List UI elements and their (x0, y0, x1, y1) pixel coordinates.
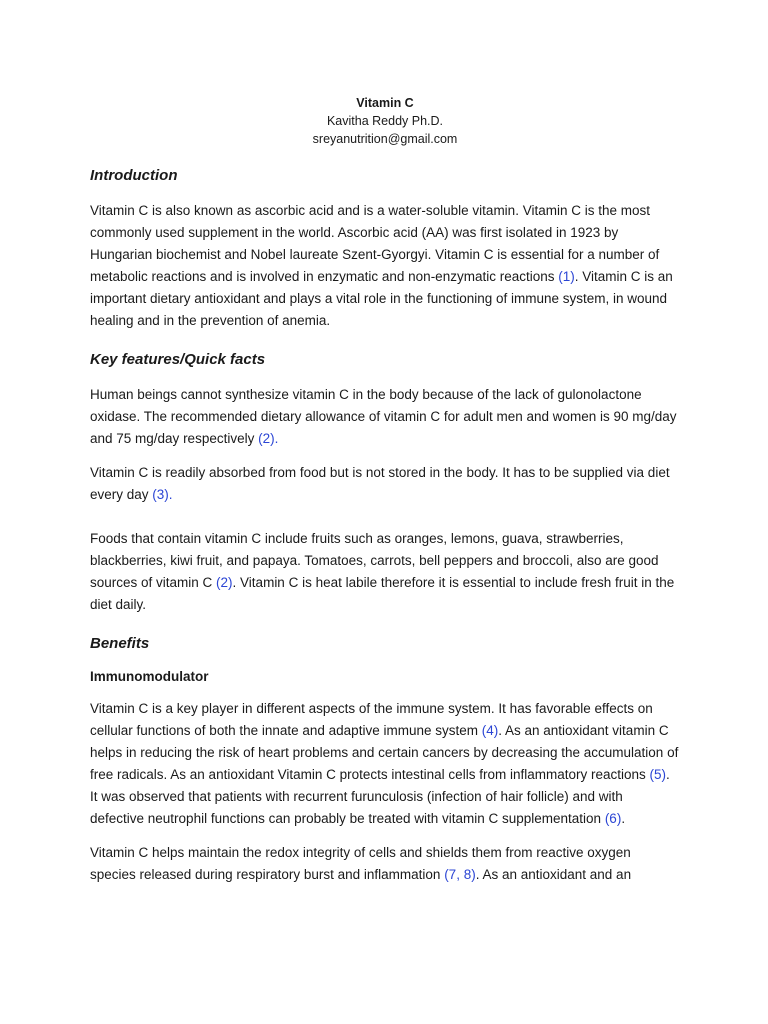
author-name: Kavitha Reddy Ph.D. (326, 114, 444, 128)
text-run: Vitamin C is readily absorbed from food but is not stored in the body. It has to be supplied via diet every day (90, 465, 670, 502)
citation-link[interactable]: (2). (258, 431, 279, 446)
key-features-paragraph-2 (90, 462, 680, 506)
immunomodulator-subheading: Immunomodulator (90, 669, 209, 684)
text-run: Foods that contain vitamin C include fruits such as oranges, lemons, guava, strawberries, blackberries, kiwi fruit, and papaya. Tomatoes, carrots, bell peppers and broccoli, also are good sources of vitamin C (90, 531, 659, 590)
text-run: Human beings cannot synthesize vitamin C in the body because of the lack of gulonolactone oxidase. The recommended dietary allowance of vitamin C for adult men and women is 90 mg/day and 75 mg/day respectively (90, 387, 677, 446)
citation-link[interactable]: (2) (216, 575, 233, 590)
text-run: . (621, 811, 626, 826)
text-run: . Vitamin C is heat labile therefore it is essential to include fresh fruit in the diet daily. (90, 575, 675, 612)
citation-link[interactable]: (3). (152, 487, 173, 502)
benefits-paragraph-2 (90, 842, 680, 886)
text-run: . It was observed that patients with recurrent furunculosis (infection of hair follicle) and with defective neutrophil functions can probably be treated with vitamin C supplementation (90, 767, 670, 826)
document-title: Vitamin C (356, 96, 414, 110)
text-run: . Vitamin C is an important dietary antioxidant and plays a vital role in the functioning of immune system, in wound healing and in the prevention of anemia. (90, 269, 673, 328)
citation-link[interactable]: (1) (558, 269, 575, 284)
benefits-paragraph-1 (90, 698, 680, 830)
document-header (90, 94, 680, 148)
key-features-paragraph-1 (90, 384, 680, 450)
text-run: . As an antioxidant and an (475, 867, 632, 882)
author-email: sreyanutrition@gmail.com (312, 132, 458, 146)
citation-link[interactable]: (7, 8) (444, 867, 476, 882)
introduction-heading: Introduction (90, 167, 178, 184)
text-run: Vitamin C is a key player in different aspects of the immune system. It has favorable effects on cellular functions of both the innate and adaptive immune system (90, 701, 653, 738)
citation-link[interactable]: (5) (649, 767, 666, 782)
key-features-heading: Key features/Quick facts (90, 351, 266, 368)
text-run: . As an antioxidant vitamin C helps in reducing the risk of heart problems and certain cancers by decreasing the accumulation of free radicals. As an antioxidant Vitamin C protects intestinal cells from inflammatory reactions (90, 723, 679, 782)
text-run: Vitamin C helps maintain the redox integrity of cells and shields them from reactive oxygen species released during respiratory burst and inflammation (90, 845, 631, 882)
text-run: Vitamin C is also known as ascorbic acid and is a water-soluble vitamin. Vitamin C is the most commonly used supplement in the world. Ascorbic acid (AA) was first isolated in 1923 by Hungarian biochemist and Nobel laureate Szent-Gyorgyi. Vitamin C is essential for a number of metabolic reactions and is involved in enzymatic and non-enzymatic reactions (90, 203, 660, 284)
paragraph-gap (90, 518, 680, 528)
benefits-heading: Benefits (90, 635, 150, 652)
key-features-paragraph-3 (90, 528, 680, 616)
introduction-paragraph (90, 200, 680, 332)
citation-link[interactable]: (4) (481, 723, 499, 738)
citation-link[interactable]: (6) (604, 811, 622, 826)
